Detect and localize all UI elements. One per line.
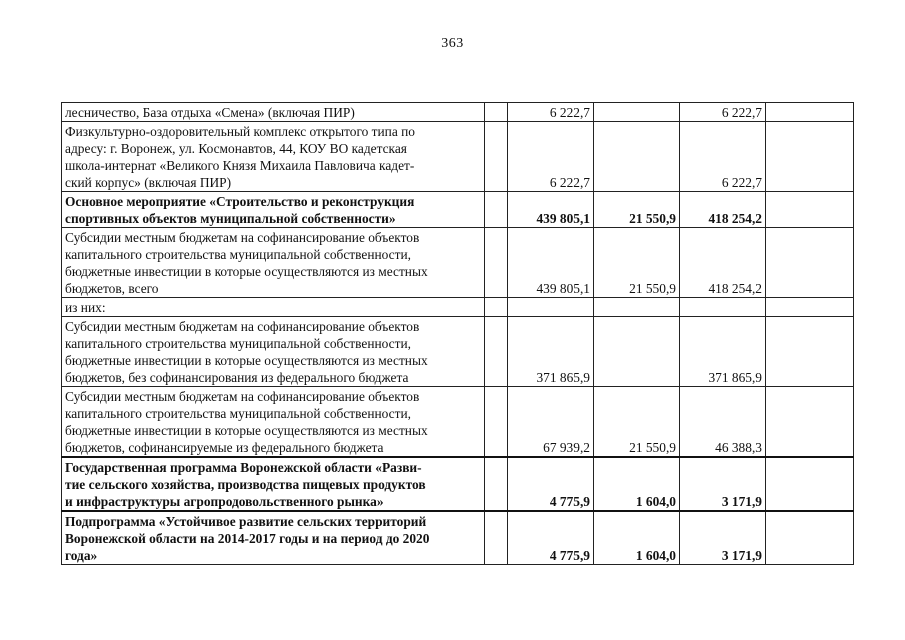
regional-cell: 418 254,2 <box>680 192 766 228</box>
federal-cell <box>594 298 680 317</box>
row-description-line: Субсидии местным бюджетам на софинансирование объектов <box>65 389 420 404</box>
row-description <box>62 317 485 387</box>
other-cell <box>766 511 854 565</box>
row-description-line: бюджетные инвестиции в которые осуществляются из местных <box>65 423 428 438</box>
table-row <box>62 457 854 511</box>
federal-cell: 1 604,0 <box>594 457 680 511</box>
table-row <box>62 511 854 565</box>
row-description-line: Физкультурно-оздоровительный комплекс открытого типа по <box>65 124 415 139</box>
federal-cell <box>594 317 680 387</box>
other-cell <box>766 192 854 228</box>
regional-cell: 46 388,3 <box>680 387 766 458</box>
total-cell: 439 805,1 <box>508 228 594 298</box>
total-cell: 371 865,9 <box>508 317 594 387</box>
total-cell: 4 775,9 <box>508 457 594 511</box>
spacer-cell <box>485 122 508 192</box>
other-cell <box>766 457 854 511</box>
regional-cell: 371 865,9 <box>680 317 766 387</box>
row-description <box>62 457 485 511</box>
row-description-line: школа-интернат «Великого Князя Михаила Павловича кадет- <box>65 158 415 173</box>
federal-cell: 21 550,9 <box>594 387 680 458</box>
total-cell: 67 939,2 <box>508 387 594 458</box>
other-cell <box>766 298 854 317</box>
row-description-line: бюджетные инвестиции в которые осуществляются из местных <box>65 264 428 279</box>
regional-cell: 418 254,2 <box>680 228 766 298</box>
total-cell <box>508 298 594 317</box>
row-description-line: бюджетов, всего <box>65 281 159 296</box>
row-description-line: Основное мероприятие «Строительство и реконструкция <box>65 194 415 209</box>
row-description-line: ский корпус» (включая ПИР) <box>65 175 232 190</box>
table-row <box>62 122 854 192</box>
other-cell <box>766 228 854 298</box>
row-description <box>62 122 485 192</box>
row-description-line: из них: <box>65 300 106 315</box>
federal-cell <box>594 122 680 192</box>
row-description-line: капитального строительства муниципальной собственности, <box>65 336 411 351</box>
row-description-line: Подпрограмма «Устойчивое развитие сельских территорий <box>65 514 427 529</box>
row-description <box>62 387 485 458</box>
row-description-line: Воронежской области на 2014-2017 годы и на период до 2020 <box>65 531 430 546</box>
other-cell <box>766 317 854 387</box>
table-row <box>62 228 854 298</box>
table-row <box>62 317 854 387</box>
row-description-line: Государственная программа Воронежской области «Разви- <box>65 460 422 475</box>
row-description-line: тие сельского хозяйства, производства пищевых продуктов <box>65 477 426 492</box>
row-description-line: адресу: г. Воронеж, ул. Космонавтов, 44, КОУ ВО кадетская <box>65 141 407 156</box>
row-description <box>62 228 485 298</box>
row-description <box>62 298 485 317</box>
total-cell: 6 222,7 <box>508 103 594 122</box>
other-cell <box>766 387 854 458</box>
spacer-cell <box>485 298 508 317</box>
regional-cell: 3 171,9 <box>680 457 766 511</box>
table-row <box>62 387 854 458</box>
spacer-cell <box>485 103 508 122</box>
page-number: 363 <box>441 36 464 51</box>
row-description-line: лесничество, База отдыха «Смена» (включая ПИР) <box>65 105 355 120</box>
spacer-cell <box>485 387 508 458</box>
row-description <box>62 511 485 565</box>
spacer-cell <box>485 228 508 298</box>
table-row <box>62 192 854 228</box>
regional-cell <box>680 298 766 317</box>
regional-cell: 6 222,7 <box>680 103 766 122</box>
row-description <box>62 103 485 122</box>
federal-cell: 1 604,0 <box>594 511 680 565</box>
row-description-line: капитального строительства муниципальной собственности, <box>65 247 411 262</box>
row-description-line: и инфраструктуры агропродовольственного рынка» <box>65 494 384 509</box>
row-description-line: бюджетов, без софинансирования из федерального бюджета <box>65 370 409 385</box>
row-description-line: Субсидии местным бюджетам на софинансирование объектов <box>65 230 420 245</box>
federal-cell: 21 550,9 <box>594 192 680 228</box>
federal-cell <box>594 103 680 122</box>
spacer-cell <box>485 192 508 228</box>
row-description <box>62 192 485 228</box>
table-row <box>62 298 854 317</box>
other-cell <box>766 103 854 122</box>
total-cell: 6 222,7 <box>508 122 594 192</box>
row-description-line: бюджетов, софинансируемые из федерального бюджета <box>65 440 384 455</box>
row-description-line: спортивных объектов муниципальной собственности» <box>65 211 396 226</box>
row-description-line: Субсидии местным бюджетам на софинансирование объектов <box>65 319 420 334</box>
federal-cell: 21 550,9 <box>594 228 680 298</box>
spacer-cell <box>485 511 508 565</box>
other-cell <box>766 122 854 192</box>
spacer-cell <box>485 457 508 511</box>
regional-cell: 3 171,9 <box>680 511 766 565</box>
spacer-cell <box>485 317 508 387</box>
total-cell: 439 805,1 <box>508 192 594 228</box>
row-description-line: года» <box>65 548 98 563</box>
regional-cell: 6 222,7 <box>680 122 766 192</box>
total-cell: 4 775,9 <box>508 511 594 565</box>
budget-table <box>61 102 854 565</box>
row-description-line: бюджетные инвестиции в которые осуществляются из местных <box>65 353 428 368</box>
table-row <box>62 103 854 122</box>
row-description-line: капитального строительства муниципальной собственности, <box>65 406 411 421</box>
